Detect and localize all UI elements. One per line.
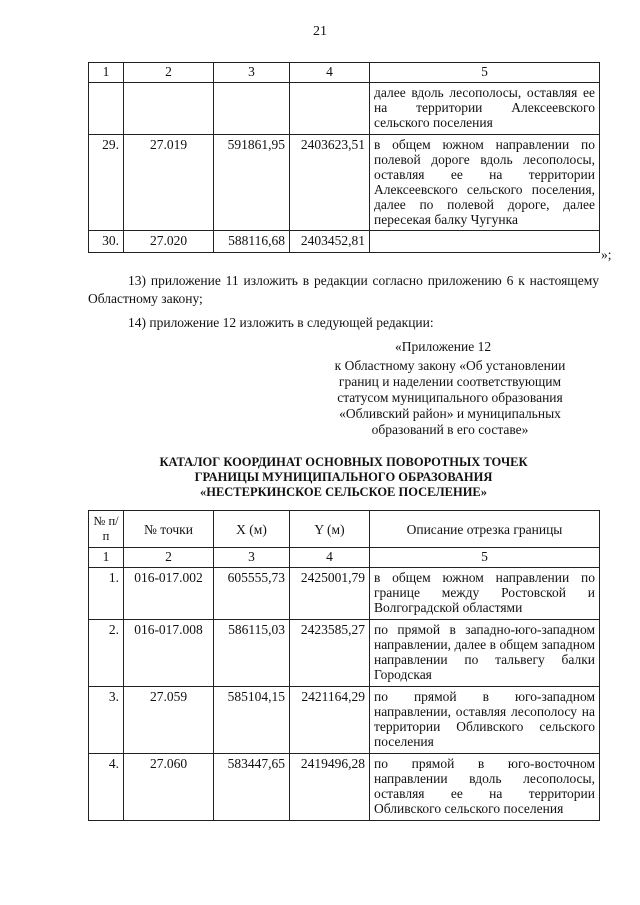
- column-header-description: Описание отрезка границы: [370, 511, 600, 548]
- y-coordinate: 2421164,29: [290, 687, 370, 754]
- y-coordinate: 2403623,51: [290, 135, 370, 231]
- row-no: 2.: [89, 620, 124, 687]
- appendix-reference-line: «Обливский район» и муниципальных: [339, 406, 561, 421]
- column-number: 1: [89, 548, 124, 568]
- point-id: 27.059: [124, 687, 214, 754]
- row-no: 30.: [89, 231, 124, 253]
- column-number: 4: [290, 548, 370, 568]
- column-number: 2: [124, 63, 214, 83]
- row-no: 29.: [89, 135, 124, 231]
- row-no: 3.: [89, 687, 124, 754]
- appendix-reference-line: образований в его составе»: [371, 422, 529, 437]
- x-coordinate: [214, 83, 290, 135]
- closing-quote-mark: »;: [601, 247, 612, 262]
- point-id: 016-017.008: [124, 620, 214, 687]
- segment-description: по прямой в юго-восточном направлении вдоль лесополосы, оставляя ее на территории Обливского сельского поселения: [370, 754, 600, 821]
- x-coordinate: 605555,73: [214, 568, 290, 620]
- table-row: [89, 231, 600, 253]
- segment-description: по прямой в юго-западном направлении, оставляя лесополосу на территории Обливского сельского поселения: [370, 687, 600, 754]
- point-id: 016-017.002: [124, 568, 214, 620]
- column-number: 3: [214, 63, 290, 83]
- catalog-title-line: ГРАНИЦЫ МУНИЦИПАЛЬНОГО ОБРАЗОВАНИЯ: [194, 470, 493, 484]
- catalog-title-line: «НЕСТЕРКИНСКОЕ СЕЛЬСКОЕ ПОСЕЛЕНИЕ»: [199, 485, 488, 499]
- column-number: 1: [89, 63, 124, 83]
- segment-description: по прямой в западно-юго-западном направлении, далее в общем западном направлении по тальвегу балки Городская: [370, 620, 600, 687]
- segment-description: в общем южном направлении по границе между Ростовской и Волгоградской областями: [370, 568, 600, 620]
- x-coordinate: 591861,95: [214, 135, 290, 231]
- column-header-x: X (м): [214, 511, 290, 548]
- point-id: 27.020: [124, 231, 214, 253]
- table-header-row: [89, 63, 600, 83]
- appendix-reference: [310, 358, 590, 438]
- y-coordinate: 2419496,28: [290, 754, 370, 821]
- table-row: [89, 754, 600, 821]
- appendix-title: «Приложение 12: [395, 339, 492, 354]
- continuation-table: [88, 62, 600, 253]
- paragraph-14: 14) приложение 12 изложить в следующей редакции:: [128, 315, 434, 330]
- coordinates-table: [88, 510, 600, 821]
- y-coordinate: 2423585,27: [290, 620, 370, 687]
- y-coordinate: [290, 83, 370, 135]
- x-coordinate: 588116,68: [214, 231, 290, 253]
- column-number: 5: [370, 548, 600, 568]
- row-no: 4.: [89, 754, 124, 821]
- point-id: [124, 83, 214, 135]
- column-header-point: № точки: [124, 511, 214, 548]
- appendix-reference-line: статусом муниципального образования: [337, 390, 563, 405]
- column-header-row-no: № п/п: [89, 511, 124, 548]
- catalog-title-line: КАТАЛОГ КООРДИНАТ ОСНОВНЫХ ПОВОРОТНЫХ ТОЧЕК: [159, 455, 528, 469]
- catalog-title: [88, 455, 599, 500]
- point-id: 27.060: [124, 754, 214, 821]
- table-row: [89, 568, 600, 620]
- table-header-row: [89, 511, 600, 548]
- x-coordinate: 585104,15: [214, 687, 290, 754]
- x-coordinate: 586115,03: [214, 620, 290, 687]
- segment-description: далее вдоль лесополосы, оставляя ее на территории Алексеевского сельского поселения: [370, 83, 600, 135]
- segment-description: [370, 231, 600, 253]
- column-header-y: Y (м): [290, 511, 370, 548]
- column-number: 5: [370, 63, 600, 83]
- segment-description: в общем южном направлении по полевой дороге вдоль лесополосы, оставляя ее на территории Алексеевского сельского поселения, далее по полевой дороге, далее пересекая балку Чугунка: [370, 135, 600, 231]
- page-number: 21: [313, 24, 327, 39]
- table-row: [89, 83, 600, 135]
- row-no: [89, 83, 124, 135]
- y-coordinate: 2403452,81: [290, 231, 370, 253]
- x-coordinate: 583447,65: [214, 754, 290, 821]
- table-header-num-row: [89, 548, 600, 568]
- appendix-reference-line: к Областному закону «Об установлении: [334, 358, 566, 373]
- row-no: 1.: [89, 568, 124, 620]
- table-row: [89, 687, 600, 754]
- table-row: [89, 135, 600, 231]
- y-coordinate: 2425001,79: [290, 568, 370, 620]
- column-number: 2: [124, 548, 214, 568]
- paragraph-13: 13) приложение 11 изложить в редакции согласно приложению 6 к настоящему Областному закону;: [88, 273, 599, 306]
- column-number: 3: [214, 548, 290, 568]
- appendix-reference-line: границ и наделении соответствующим: [338, 374, 562, 389]
- table-row: [89, 620, 600, 687]
- point-id: 27.019: [124, 135, 214, 231]
- column-number: 4: [290, 63, 370, 83]
